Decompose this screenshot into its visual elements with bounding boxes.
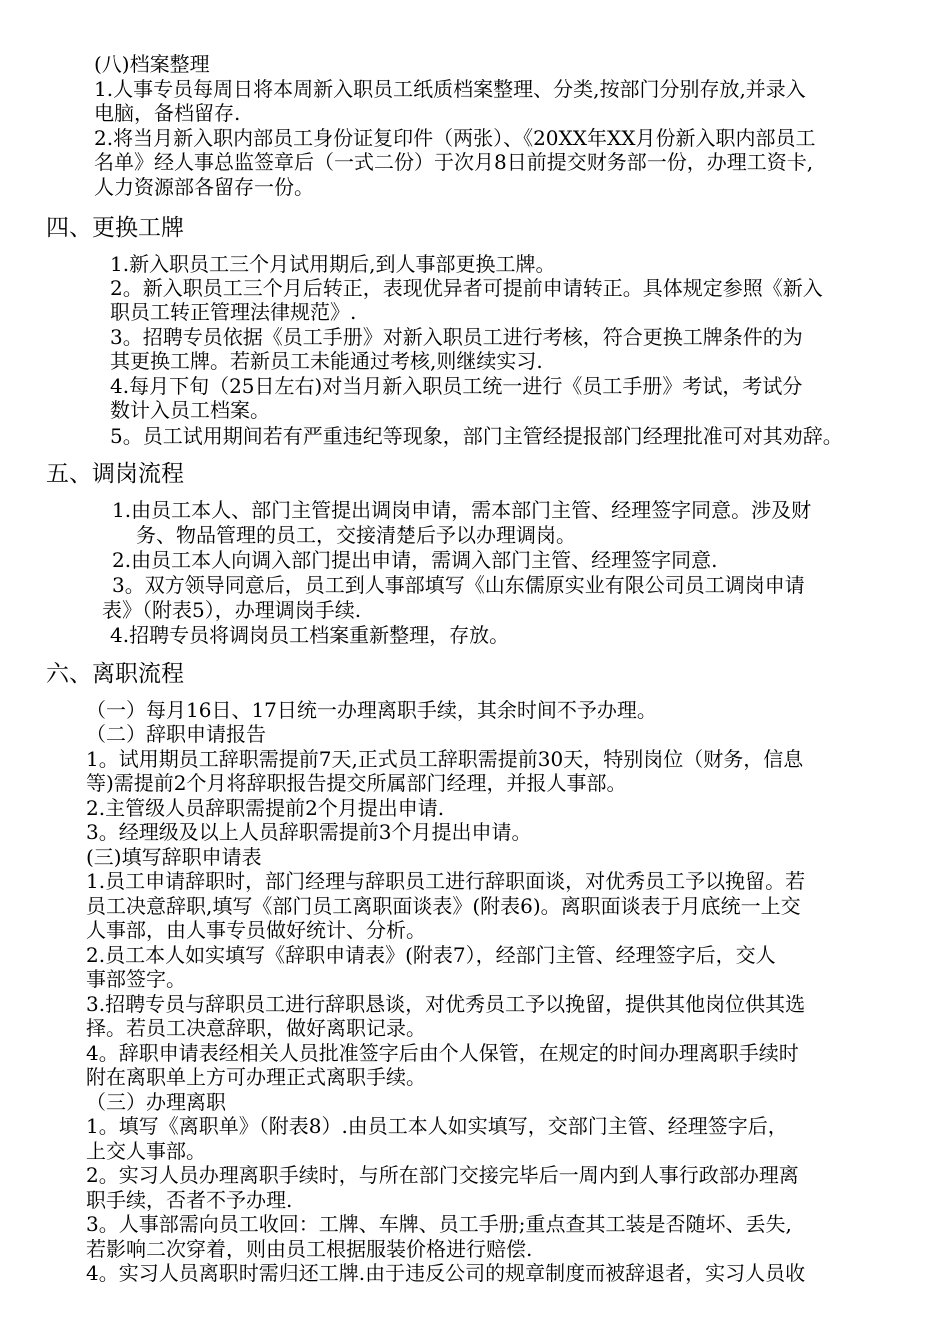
paragraph-line: 等)需提前2个月将辞职报告提交所属部门经理，并报人事部。: [86, 771, 627, 795]
paragraph-line: 名单》经人事总监签章后（一式二份）于次月8日前提交财务部一份，办理工资卡,: [94, 150, 814, 174]
paragraph-line: 2.将当月新入职内部员工身份证复印件（两张）、《20XX年XX月份新入职内部员工: [94, 126, 816, 150]
subsection-title: (三)填写辞职申请表: [86, 845, 262, 869]
section-heading-resignation: 六、离职流程: [46, 661, 184, 687]
paragraph-line: 2。新入职员工三个月后转正，表现优异者可提前申请转正。具体规定参照《新入: [110, 276, 823, 300]
section-heading-transfer: 五、调岗流程: [46, 461, 184, 487]
paragraph-line: 1.新入职员工三个月试用期后,到人事部更换工牌。: [110, 252, 556, 276]
paragraph-line: 电脑，备档留存.: [94, 101, 241, 125]
paragraph-line: 择。若员工决意辞职，做好离职记录。: [86, 1016, 426, 1040]
paragraph-line: 4。辞职申请表经相关人员批准签字后由个人保管，在规定的时间办理离职手续时: [86, 1041, 799, 1065]
paragraph-line: 2.主管级人员辞职需提前2个月提出申请.: [86, 796, 445, 820]
paragraph-line: 数计入员工档案。: [110, 398, 270, 422]
paragraph-line: 表》（附表5），办理调岗手续.: [102, 598, 362, 622]
paragraph-line: 3。招聘专员依据《员工手册》对新入职员工进行考核，符合更换工牌条件的为: [110, 325, 803, 349]
paragraph-line: 务、物品管理的员工，交接清楚后予以办理调岗。: [136, 523, 576, 547]
paragraph-line: （一）每月16日、17日统一办理离职手续，其余时间不予办理。: [86, 698, 657, 722]
paragraph-line: 2.由员工本人向调入部门提出申请，需调入部门主管、经理签字同意.: [112, 548, 718, 572]
paragraph-line: 员工决意辞职,填写《部门员工离职面谈表》(附表6)。离职面谈表于月底统一上交: [86, 894, 801, 918]
paragraph-line: 1。试用期员工辞职需提前7天,正式员工辞职需提前30天，特别岗位（财务，信息: [86, 747, 804, 771]
paragraph-line: 4.招聘专员将调岗员工档案重新整理，存放。: [110, 623, 510, 647]
paragraph-line: 3。经理级及以上人员辞职需提前3个月提出申请。: [86, 820, 532, 844]
paragraph-line: 1.由员工本人、部门主管提出调岗申请，需本部门主管、经理签字同意。涉及财: [112, 498, 812, 522]
paragraph-line: 2.员工本人如实填写《辞职申请表》(附表7），经部门主管、经理签字后，交人: [86, 943, 776, 967]
paragraph-line: 事部签字。: [86, 967, 186, 991]
paragraph-line: 其更换工牌。若新员工未能通过考核,则继续实习.: [110, 349, 543, 373]
paragraph-line: 职员工转正管理法律规范》.: [110, 300, 357, 324]
paragraph-line: 3。人事部需向员工收回：工牌、车牌、员工手册;重点查其工装是否随坏、丢失,: [86, 1212, 792, 1236]
paragraph-line: 人事部，由人事专员做好统计、分析。: [86, 918, 426, 942]
paragraph-line: 4.每月下旬（25日左右)对当月新入职员工统一进行《员工手册》考试，考试分: [110, 374, 803, 398]
paragraph-line: 1。填写《离职单》（附表8）.由员工本人如实填写，交部门主管、经理签字后，: [86, 1114, 788, 1138]
paragraph-line: 人力资源部各留存一份。: [94, 175, 314, 199]
section-title-archive: (八)档案整理: [94, 52, 210, 76]
paragraph-line: 上交人事部。: [86, 1139, 206, 1163]
paragraph-line: 2。实习人员办理离职手续时，与所在部门交接完毕后一周内到人事行政部办理离: [86, 1163, 799, 1187]
paragraph-line: 1.人事专员每周日将本周新入职员工纸质档案整理、分类,按部门分别存放,并录入: [94, 77, 806, 101]
paragraph-line: 职手续，否者不予办理.: [86, 1188, 293, 1212]
section-heading-badge-change: 四、更换工牌: [46, 215, 184, 241]
paragraph-line: 若影响二次穿着，则由员工根据服装价格进行赔偿.: [86, 1237, 533, 1261]
paragraph-line: 5。员工试用期间若有严重违纪等现象，部门主管经提报部门经理批准可对其劝辞。: [110, 424, 843, 448]
paragraph-line: 1.员工申请辞职时，部门经理与辞职员工进行辞职面谈，对优秀员工予以挽留。若: [86, 869, 806, 893]
paragraph-line: 3。双方领导同意后，员工到人事部填写《山东儒原实业有限公司员工调岗申请: [112, 573, 805, 597]
subsection-title: （三）办理离职: [86, 1090, 226, 1114]
subsection-title: （二）辞职申请报告: [86, 722, 266, 746]
paragraph-line: 附在离职单上方可办理正式离职手续。: [86, 1065, 426, 1089]
paragraph-line: 3.招聘专员与辞职员工进行辞职恳谈，对优秀员工予以挽留，提供其他岗位供其选: [86, 992, 806, 1016]
paragraph-line: 4。实习人员离职时需归还工牌.由于违反公司的规章制度而被辞退者，实习人员收: [86, 1261, 806, 1285]
